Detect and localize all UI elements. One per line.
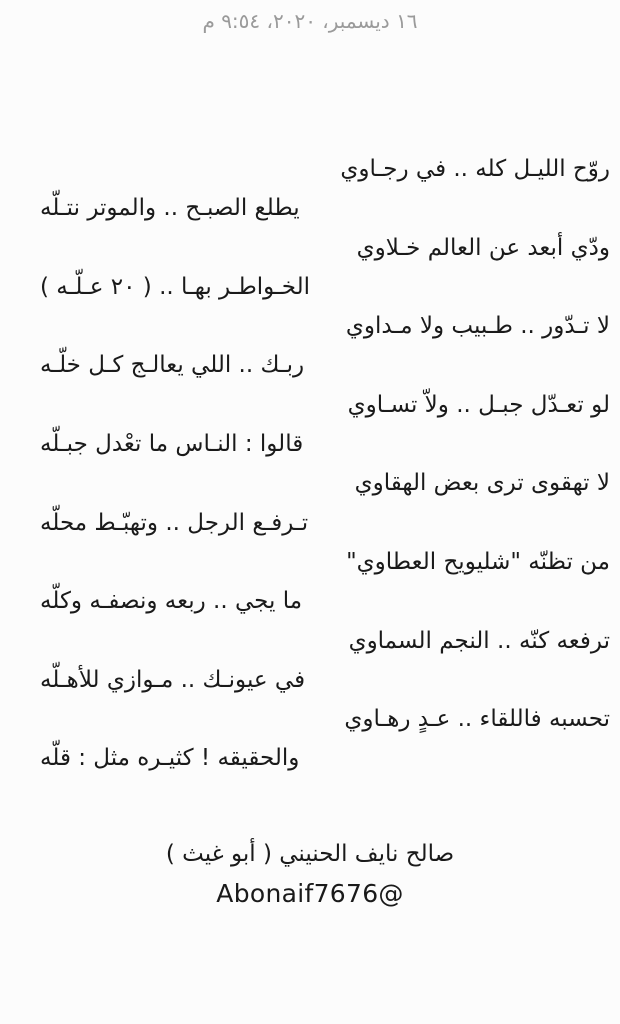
poem-line-2: يطلع الصبـح .. والموتر نتـلّه xyxy=(40,195,300,222)
poem-line-15: تحسبه فاللقاء .. عـدٍ رهـاوي xyxy=(344,706,610,733)
poem-line-9: لا تهقوى ترى بعض الهقاوي xyxy=(354,470,610,497)
poem-line-3: ودّي أبعد عن العالم خـلاوي xyxy=(356,234,610,261)
poem-line-1: روّح الليـل كله .. في رجـاوي xyxy=(340,156,610,182)
message-timestamp: ١٦ ديسمبر، ٢٠٢٠، ٩:٥٤ م xyxy=(202,9,418,33)
poem-line-11: من تظنّه "شليويح العطاوي" xyxy=(346,548,610,575)
poem-line-16: والحقيقه ! كثيـره مثل : قلّه xyxy=(40,745,300,772)
poem-text xyxy=(40,150,610,779)
author-signature: صالح نايف الحنيني ( أبو غيث ) xyxy=(165,841,455,867)
poem-line-14: في عيونـك .. مـوازي للأهـلّه xyxy=(40,666,306,693)
poem-line-6: ربـك .. اللي يعالـج كـل خلّـه xyxy=(40,352,305,379)
poem-line-12: ما يجي .. ربعه ونصفـه وكلّه xyxy=(40,588,303,615)
poem-line-10: تـرفـع الرجل .. وتهبّـط محلّه xyxy=(40,509,309,536)
poem-line-13: ترفعه كنّه .. النجم السماوي xyxy=(348,627,610,654)
author-handle: Abonaif7676@ xyxy=(216,879,404,908)
poem-line-5: لا تـدّور .. طـبيب ولا مـداوي xyxy=(345,313,610,340)
poem-line-7: لو تعـدّل جبـل .. ولاّ تسـاوي xyxy=(347,391,610,418)
poem-line-8: قالوا : النـاس ما تعْدل جبـلّه xyxy=(40,431,304,458)
poem-line-4: الخـواطـر بهـا .. ( ٢٠ عـلّـه ) xyxy=(40,273,311,300)
